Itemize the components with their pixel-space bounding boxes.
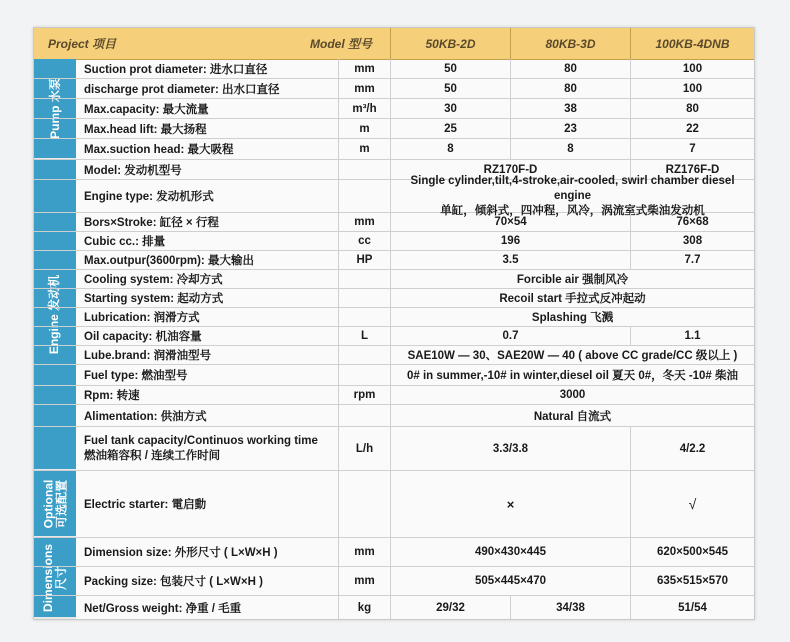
value-cell: 505×445×470 [390,567,630,595]
unit-cell: mm [338,538,390,566]
param-label: Max.capacity: 最大流量 [84,103,209,116]
table-row [34,270,754,289]
value-cell: 80 [510,59,630,78]
table-row [34,308,754,327]
table-row [34,251,754,270]
model-50kb-2d: 50KB-2D [390,28,510,59]
param-label: Fuel type: 燃油型号 [84,370,188,382]
unit-cell: mm [338,213,390,231]
unit-cell [338,308,390,326]
param-label: Lube.brand: 润滑油型号 [84,350,212,362]
model-100kb-4dnb: 100KB-4DNB [630,28,754,59]
unit-cell: mm [338,567,390,595]
value-cell: 80 [630,99,754,118]
unit-cell: m [338,139,390,159]
value-cell: 70×54 [390,213,630,231]
table-row [34,567,754,596]
value-cell: 23 [510,119,630,138]
fuel-tank-label-en: Fuel tank capacity/Continuos working time [84,434,318,447]
param-label: Cooling system: 冷却方式 [84,274,223,286]
table-row [34,213,754,232]
unit-cell [338,346,390,364]
param-label: Electric starter: 電启動 [84,499,207,511]
table-row [34,79,754,99]
param-label: Engine type: 发动机形式 [84,191,214,203]
value-cell: 7.7 [630,251,754,269]
unit-cell [338,270,390,288]
engine-type-en: Single cylinder,tilt,4-stroke,air-cooled, swirl chamber diesel engine [410,174,735,202]
group-engine: Engine 发动机 [34,160,76,471]
table-row [34,427,754,471]
value-cell: 7 [630,139,754,159]
value-cell: SAE10W — 30、SAE20W — 40 ( above CC grade/CC 级以上 ) [390,346,754,364]
value-cell: 29/32 [390,596,510,619]
unit-cell: mm [338,79,390,98]
value-cell: 308 [630,232,754,250]
value-cell [390,174,754,217]
param-label: Bors×Stroke: 缸径 × 行程 [84,217,219,229]
param-label: Max.outpur(3600rpm): 最大输出 [84,255,254,267]
table-row [34,327,754,346]
param-label: Max.suction head: 最大吸程 [84,144,234,156]
value-cell: 30 [390,99,510,118]
value-cell: 196 [390,232,630,250]
table-row [34,386,754,405]
value-cell: 38 [510,99,630,118]
unit-cell: cc [338,232,390,250]
value-cell: 620×500×545 [630,538,754,566]
param-label: Suction prot diameter: 进水口直径 [84,63,268,76]
fuel-tank-label-cn: 燃油箱容积 / 连续工作时间 [84,449,221,462]
value-cell: 0# in summer,-10# in winter,diesel oil 夏天 0#，冬天 -10# 柴油 [390,365,754,385]
value-cell: 80 [510,79,630,98]
unit-cell [338,180,390,212]
param-label [76,427,338,470]
unit-cell: rpm [338,386,390,404]
value-cell: 0.7 [390,327,630,345]
table-row [34,346,754,365]
spec-table [33,27,755,620]
unit-cell: HP [338,251,390,269]
value-cell: 76×68 [630,213,754,231]
value-cell: 3.3/3.8 [390,427,630,470]
table-row [34,59,754,79]
table-row [34,289,754,308]
table-row [34,119,754,139]
value-cell: 50 [390,59,510,78]
unit-cell: mm [338,59,390,78]
value-cell: √ [630,471,754,537]
param-label: Cubic cc.: 排量 [84,236,166,248]
unit-cell: L/h [338,427,390,470]
value-cell: Splashing 飞溅 [390,308,754,326]
value-cell: 8 [510,139,630,159]
table-row [34,405,754,427]
unit-cell: L [338,327,390,345]
value-cell: 34/38 [510,596,630,619]
table-row [34,139,754,160]
value-cell: 22 [630,119,754,138]
project-label: Project 项目 [48,37,117,51]
value-cell: 50 [390,79,510,98]
table-row [34,538,754,567]
table-row [34,232,754,251]
group-pump: Pump 水泵 [34,59,76,160]
unit-cell: kg [338,596,390,619]
unit-cell [338,365,390,385]
model-label: Model 型号 [310,37,372,51]
param-label: Model: 发动机型号 [84,164,182,177]
param-label: Starting system: 起动方式 [84,293,224,305]
value-cell: 4/2.2 [630,427,754,470]
value-cell: Natural 自流式 [390,405,754,426]
param-label: Max.head lift: 最大扬程 [84,123,207,136]
value-cell: Forcible air 强制风冷 [390,270,754,288]
table-row [34,596,754,619]
unit-cell: m³/h [338,99,390,118]
table-row [34,99,754,119]
group-dimensions: Dimensions 尺寸 [34,538,76,619]
param-label: Packing size: 包装尺寸 ( L×W×H ) [84,576,263,588]
param-label: Dimension size: 外形尺寸 ( L×W×H ) [84,547,278,559]
value-cell: 1.1 [630,327,754,345]
unit-cell: m [338,119,390,138]
value-cell: 100 [630,79,754,98]
param-label: Net/Gross weight: 净重 / 毛重 [84,602,242,615]
value-cell: 51/54 [630,596,754,619]
value-cell: 8 [390,139,510,159]
value-cell: 25 [390,119,510,138]
value-cell: × [390,471,630,537]
param-label: Lubrication: 润滑方式 [84,312,200,324]
value-cell: RZ170F-D [390,160,630,179]
value-cell: RZ176F-D [630,160,754,179]
value-cell: Recoil start 手拉式反冲起动 [390,289,754,307]
param-label: Rpm: 转速 [84,390,140,402]
param-label: Alimentation: 供油方式 [84,410,207,423]
table-row [34,365,754,386]
value-cell: 3.5 [390,251,630,269]
value-cell: 490×430×445 [390,538,630,566]
engine-type-cn: 单缸，倾斜式，四冲程，风冷，涡流室式柴油发动机 [440,204,705,217]
table-row [34,174,754,217]
table-header [34,28,754,60]
unit-cell [338,160,390,179]
unit-cell [338,405,390,426]
unit-cell [338,289,390,307]
param-label: discharge prot diameter: 出水口直径 [84,83,280,96]
param-label: Oil capacity: 机油容量 [84,331,202,343]
value-cell: 100 [630,59,754,78]
table-row [34,471,754,538]
value-cell: 3000 [390,386,754,404]
model-80kb-3d: 80KB-3D [510,28,630,59]
value-cell: 635×515×570 [630,567,754,595]
group-optional: Optional 可选配置 [34,471,76,538]
unit-cell [338,471,390,537]
